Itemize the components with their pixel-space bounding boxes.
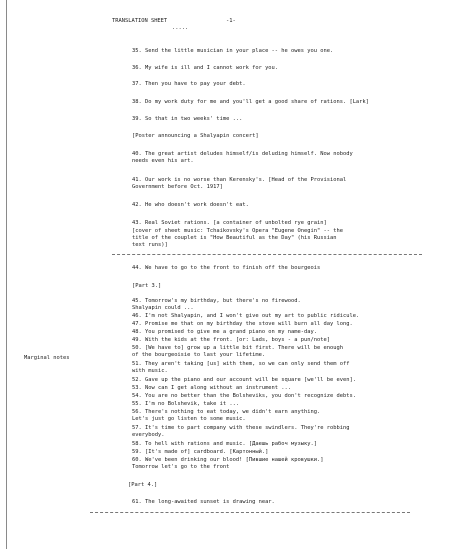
margin-note: Marginal notes	[24, 355, 70, 361]
list-item: 47. Promise me that on my birthday the stove will burn all day long.	[132, 321, 353, 327]
list-item-continuation: Government before Oct. 1917]	[132, 184, 223, 190]
page-header-title: TRANSLATION SHEET	[112, 18, 168, 24]
list-item: 57. It's time to part company with these swindlers. They're robbing	[132, 425, 350, 431]
list-item: 45. Tomorrow's my birthday, but there's no firewood.	[132, 298, 301, 304]
list-item: 41. Our work is no worse than Kerensky's. [Head of the Provisional	[132, 177, 347, 183]
section-heading: [Part 3.]	[132, 283, 162, 289]
stage-note: [cover of sheet music: Tchaikovsky's Opera "Eugene Onegin" -- the	[132, 228, 343, 234]
list-item: 35. Send the little musician in your place -- he owes you one.	[132, 48, 334, 54]
list-item: 36. My wife is ill and I cannot work for you.	[132, 65, 279, 71]
list-item-continuation: of the bourgeoisie to last your lifetime.	[132, 352, 266, 358]
stage-note: [Poster announcing a Shalyapin concert]	[132, 133, 259, 139]
list-item: 56. There's nothing to eat today, we didn't earn anything.	[132, 409, 321, 415]
list-item-continuation: Tomorrow let's go to the front	[132, 464, 230, 470]
left-margin-rule	[6, 0, 7, 549]
page-header-sub: .....	[172, 25, 189, 31]
list-item: 38. Do my work duty for me and you'll get a good share of rations. [Lark]	[132, 99, 369, 105]
list-item: 49. With the kids at the front. [or: Lads, boys - a pun/note]	[132, 337, 330, 343]
section-divider	[112, 254, 422, 255]
list-item-continuation: everybody.	[132, 432, 165, 438]
list-item: 43. Real Soviet rations. [a container of unbolted rye grain]	[132, 220, 327, 226]
list-item: 55. I'm no Bolshevik, take it ...	[132, 401, 240, 407]
list-item: 44. We have to go to the front to finish off the bourgeois	[132, 265, 321, 271]
list-item: 40. The great artist deludes himself/is deluding himself. Now nobody	[132, 151, 353, 157]
list-item: 39. So that in two weeks' time ...	[132, 116, 243, 122]
list-item: 51. They aren't taking [us] with them, so we can only send them off	[132, 361, 350, 367]
list-item-continuation: with music.	[132, 368, 168, 374]
list-item: 61. The long-awaited sunset is drawing near.	[132, 499, 275, 505]
list-item-continuation: Let's just go listen to some music.	[132, 416, 246, 422]
list-item: 48. You promised to give me a grand piano on my name-day.	[132, 329, 317, 335]
list-item: 50. [We have to] grow up a little bit first. There will be enough	[132, 345, 343, 351]
section-divider	[90, 512, 410, 513]
list-item: 42. He who doesn't work doesn't eat.	[132, 202, 249, 208]
page-number: -1-	[226, 18, 236, 24]
list-item: 53. Now can I get along without an instrument ...	[132, 385, 292, 391]
list-item-continuation: needs even his art.	[132, 158, 194, 164]
list-item: 52. Gave up the piano and our account will be square [we'll be even].	[132, 377, 356, 383]
list-item: 59. [It's made of] cardboard. [Картонный.]	[132, 449, 269, 455]
list-item: 60. We've been drinking our blood! [Пившие нашей кровушки.]	[132, 457, 324, 463]
stage-note-continuation: title of the couplet is "How Beautiful as the Day" (his Russian	[132, 235, 337, 241]
stage-note-continuation: text runs)]	[132, 242, 168, 248]
list-item: 54. You are no better than the Bolsheviks, you don't recognize debts.	[132, 393, 356, 399]
list-item-continuation: Shalyapin could ...	[132, 305, 194, 311]
list-item: 37. Then you have to pay your debt.	[132, 81, 246, 87]
list-item: 58. To hell with rations and music. [Даешь рабоч музыку.]	[132, 441, 317, 447]
list-item: 46. I'm not Shalyapin, and I won't give out my art to public ridicule.	[132, 313, 360, 319]
section-heading: [Part 4.]	[128, 482, 158, 488]
